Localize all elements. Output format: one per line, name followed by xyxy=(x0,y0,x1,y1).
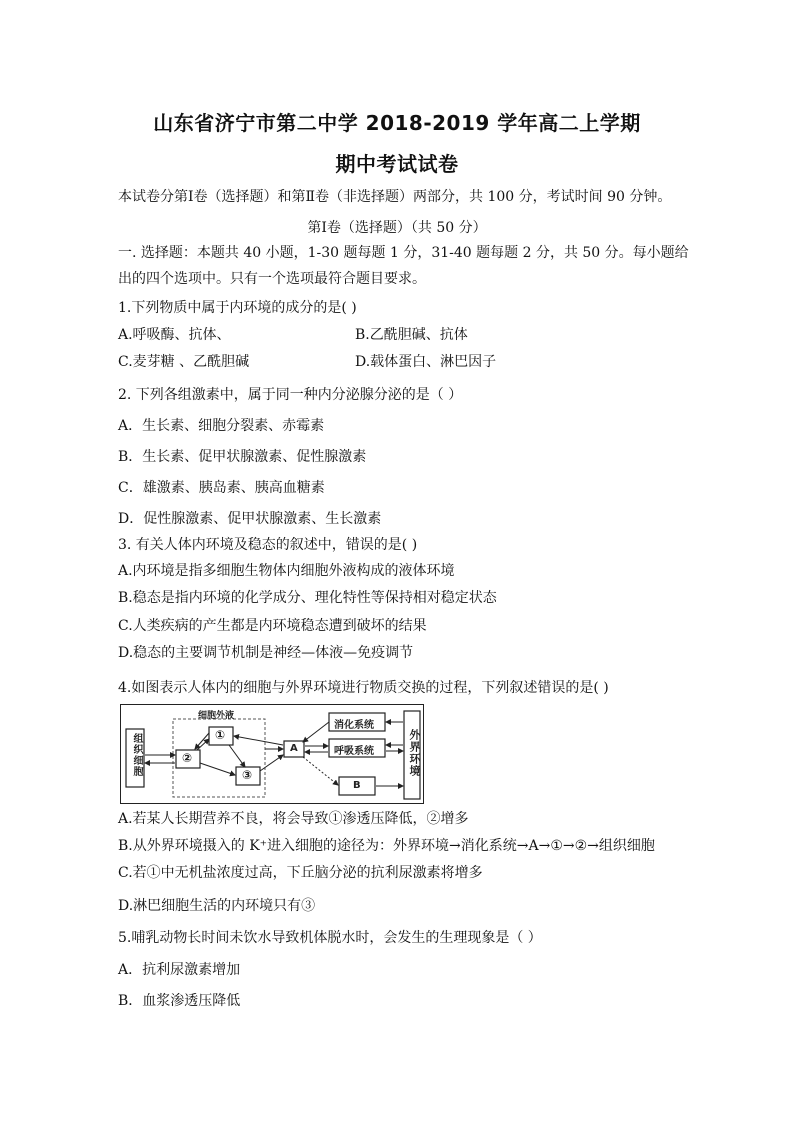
digestive-label: 消化系统 xyxy=(334,720,374,731)
part1-title: 第Ⅰ卷（选择题）（共 50 分） xyxy=(307,220,487,236)
q2-option-c: C．雄激素、胰岛素、胰高血糖素 xyxy=(118,480,325,496)
node-b-label: B xyxy=(353,780,361,791)
q1-option-c: C.麦芽糖 、乙酰胆碱 xyxy=(118,354,250,370)
q1-stem: 1.下列物质中属于内环境的成分的是( ) xyxy=(118,300,357,316)
q4-option-d: D.淋巴细胞生活的内环境只有③ xyxy=(118,898,316,914)
node-1-label: ① xyxy=(215,728,226,742)
exam-intro: 本试卷分第Ⅰ卷（选择题）和第Ⅱ卷（非选择题）两部分，共 100 分，考试时间 90 分钟。 xyxy=(118,189,672,205)
q2-stem: 2. 下列各组激素中，属于同一种内分泌腺分泌的是（ ） xyxy=(118,387,463,403)
q3-option-d: D.稳态的主要调节机制是神经—体液—免疫调节 xyxy=(118,645,414,661)
q5-stem: 5.哺乳动物长时间未饮水导致机体脱水时，会发生的生理现象是（ ） xyxy=(118,930,542,946)
tissue-cells-label: 组织细胞 xyxy=(131,733,142,777)
section-intro-line2: 出的四个选项中。只有一个选项最符合题目要求。 xyxy=(118,271,426,287)
q4-option-c: C.若①中无机盐浓度过高，下丘脑分泌的抗利尿激素将增多 xyxy=(118,865,483,881)
section-intro-line1: 一. 选择题：本题共 40 小题，1-30 题每题 1 分，31-40 题每题 2 分，共 50 分。每小题给 xyxy=(118,245,689,261)
q4-option-b: B.从外界环境摄入的 K⁺进入细胞的途径为：外界环境→消化系统→A→①→②→组织细胞 xyxy=(118,838,655,854)
q2-option-a: A．生长素、细胞分裂素、赤霉素 xyxy=(118,418,325,434)
node-2-label: ② xyxy=(182,751,193,765)
q2-option-b: B．生长素、促甲状腺激素、促性腺激素 xyxy=(118,449,367,465)
q5-option-a: A．抗利尿激素增加 xyxy=(118,962,241,978)
q4-diagram xyxy=(120,704,424,804)
q3-option-b: B.稳态是指内环境的化学成分、理化特性等保持相对稳定状态 xyxy=(118,590,497,606)
q3-stem: 3. 有关人体内环境及稳态的叙述中，错误的是( ) xyxy=(118,537,418,553)
environment-label: 外界环境 xyxy=(408,729,421,777)
q2-option-d: D．促性腺激素、促甲状腺激素、生长激素 xyxy=(118,511,382,527)
q5-option-b: B．血浆渗透压降低 xyxy=(118,993,241,1009)
q3-option-a: A.内环境是指多细胞生物体内细胞外液构成的液体环境 xyxy=(118,563,455,579)
q1-option-d: D.载体蛋白、淋巴因子 xyxy=(355,354,497,370)
q4-stem: 4.如图表示人体内的细胞与外界环境进行物质交换的过程，下列叙述错误的是( ) xyxy=(118,680,609,696)
node-3-label: ③ xyxy=(242,768,253,782)
q4-diagram-arrows xyxy=(121,705,425,805)
node-a-label: A xyxy=(290,743,298,754)
extracellular-label: 细胞外液 xyxy=(198,711,235,721)
q1-option-b: B.乙酰胆碱、抗体 xyxy=(355,327,468,343)
q1-option-a: A.呼吸酶、抗体、 xyxy=(118,327,231,343)
exam-title-line2: 期中考试试卷 xyxy=(335,152,459,176)
respiratory-label: 呼吸系统 xyxy=(334,746,374,757)
q4-option-a: A.若某人长期营养不良，将会导致①渗透压降低，②增多 xyxy=(118,811,469,827)
exam-title-line1: 山东省济宁市第二中学 2018-2019 学年高二上学期 xyxy=(153,111,641,135)
q3-option-c: C.人类疾病的产生都是内环境稳态遭到破坏的结果 xyxy=(118,618,427,634)
